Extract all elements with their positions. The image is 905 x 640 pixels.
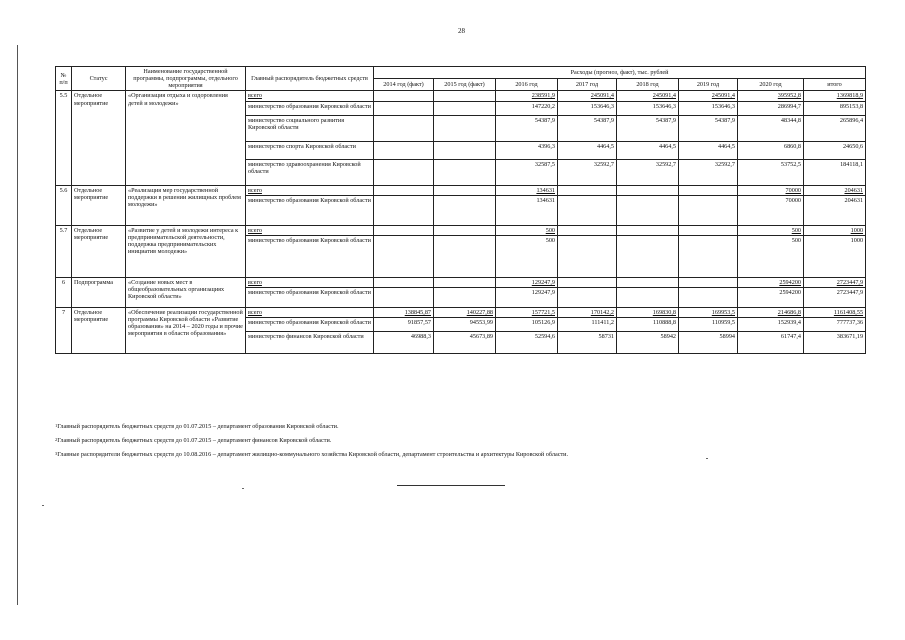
value-cell bbox=[617, 277, 679, 287]
value-cell: 1369818,9 bbox=[804, 91, 866, 101]
value-cell bbox=[374, 225, 434, 235]
row-status: Подпрограмма bbox=[72, 277, 126, 307]
value-cell: 70000 bbox=[738, 195, 804, 225]
value-cell bbox=[434, 101, 496, 115]
row-name: «Создание новых мест в общеобразовательных организациях Кировской области» bbox=[126, 277, 246, 307]
footnote: $^3$Главные распорядители бюджетных средств до 10.08.2016 – департамент жилищно-коммунального хозяйства Кировской области, департамент строительства и архитектуры Кировской области. bbox=[55, 450, 569, 458]
value-cell bbox=[434, 141, 496, 159]
value-cell bbox=[558, 277, 617, 287]
row-name: «Реализация мер государственной поддержки в решении жилищных проблем молодежи» bbox=[126, 185, 246, 225]
value-cell: 105126,9 bbox=[496, 318, 558, 332]
value-cell: 91857,57 bbox=[374, 318, 434, 332]
value-cell: 45673,89 bbox=[434, 332, 496, 354]
value-cell bbox=[374, 141, 434, 159]
value-cell bbox=[374, 235, 434, 277]
value-cell: 2723447,9 bbox=[804, 287, 866, 307]
value-cell: 153646,3 bbox=[558, 101, 617, 115]
value-cell: 32592,7 bbox=[558, 159, 617, 185]
value-cell: 153646,3 bbox=[617, 101, 679, 115]
scan-speck bbox=[706, 458, 708, 459]
value-cell: 245091,4 bbox=[558, 91, 617, 101]
value-cell bbox=[679, 195, 738, 225]
value-cell: 54387,9 bbox=[679, 115, 738, 141]
value-cell: 24650,6 bbox=[804, 141, 866, 159]
value-cell bbox=[617, 235, 679, 277]
value-cell: 147220,2 bbox=[496, 101, 558, 115]
value-cell: 214686,8 bbox=[738, 307, 804, 317]
header-year-2018: 2018 год bbox=[617, 79, 679, 91]
value-cell bbox=[558, 225, 617, 235]
value-cell bbox=[558, 185, 617, 195]
value-cell: 54387,9 bbox=[496, 115, 558, 141]
value-cell bbox=[679, 225, 738, 235]
row-status: Отдельное мероприятие bbox=[72, 185, 126, 225]
value-cell bbox=[617, 225, 679, 235]
value-cell: 46988,3 bbox=[374, 332, 434, 354]
header-num: № п/п bbox=[56, 67, 72, 91]
value-cell: 129247,9 bbox=[496, 277, 558, 287]
table-row bbox=[56, 185, 866, 195]
row-manager: всего bbox=[246, 225, 374, 235]
header-expenses: Расходы (прогноз, факт), тыс. рублей bbox=[374, 67, 866, 79]
value-cell: 157721,5 bbox=[496, 307, 558, 317]
row-name: «Организация отдыха и оздоровления детей и молодежи» bbox=[126, 91, 246, 185]
value-cell: 1161408,55 bbox=[804, 307, 866, 317]
value-cell bbox=[434, 159, 496, 185]
value-cell bbox=[558, 235, 617, 277]
value-cell bbox=[374, 185, 434, 195]
value-cell: 500 bbox=[738, 225, 804, 235]
value-cell: 52594,6 bbox=[496, 332, 558, 354]
header-year-2020: 2020 год bbox=[738, 79, 804, 91]
value-cell bbox=[558, 287, 617, 307]
footnotes bbox=[55, 420, 855, 464]
value-cell bbox=[374, 115, 434, 141]
value-cell: 4464,5 bbox=[558, 141, 617, 159]
value-cell: 1000 bbox=[804, 235, 866, 277]
value-cell: 110959,5 bbox=[679, 318, 738, 332]
value-cell: 500 bbox=[738, 235, 804, 277]
value-cell bbox=[679, 185, 738, 195]
value-cell bbox=[434, 287, 496, 307]
table-row bbox=[56, 307, 866, 317]
value-cell: 140227,88 bbox=[434, 307, 496, 317]
value-cell: 286994,7 bbox=[738, 101, 804, 115]
value-cell: 2594200 bbox=[738, 287, 804, 307]
row-manager: министерство здравоохранения Кировской области bbox=[246, 159, 374, 185]
value-cell: 4464,5 bbox=[617, 141, 679, 159]
header-year-2016: 2016 год bbox=[496, 79, 558, 91]
row-status: Отдельное мероприятие bbox=[72, 307, 126, 353]
header-year-2017: 2017 год bbox=[558, 79, 617, 91]
table-row bbox=[56, 277, 866, 287]
value-cell bbox=[434, 235, 496, 277]
value-cell: 134631 bbox=[496, 195, 558, 225]
value-cell: 6860,8 bbox=[738, 141, 804, 159]
row-manager: всего bbox=[246, 307, 374, 317]
table-row bbox=[56, 225, 866, 235]
value-cell bbox=[374, 91, 434, 101]
value-cell: 170142,2 bbox=[558, 307, 617, 317]
value-cell: 265896,4 bbox=[804, 115, 866, 141]
value-cell: 32587,5 bbox=[496, 159, 558, 185]
value-cell bbox=[374, 277, 434, 287]
value-cell: 58994 bbox=[679, 332, 738, 354]
value-cell: 204631 bbox=[804, 185, 866, 195]
row-manager: всего bbox=[246, 277, 374, 287]
row-number: 5.7 bbox=[56, 225, 72, 277]
table-row bbox=[56, 91, 866, 101]
budget-table bbox=[55, 66, 866, 354]
row-manager: министерство финансов Кировской области bbox=[246, 332, 374, 354]
value-cell bbox=[679, 235, 738, 277]
value-cell bbox=[434, 91, 496, 101]
row-manager: министерство образования Кировской области bbox=[246, 195, 374, 225]
header-manager: Главный распорядитель бюджетных средств bbox=[246, 67, 374, 91]
value-cell: 58731 bbox=[558, 332, 617, 354]
value-cell: 204631 bbox=[804, 195, 866, 225]
value-cell: 245091,4 bbox=[617, 91, 679, 101]
row-manager: министерство спорта Кировской области bbox=[246, 141, 374, 159]
value-cell: 48344,8 bbox=[738, 115, 804, 141]
row-number: 6 bbox=[56, 277, 72, 307]
value-cell bbox=[374, 287, 434, 307]
value-cell: 184118,1 bbox=[804, 159, 866, 185]
value-cell: 777737,36 bbox=[804, 318, 866, 332]
value-cell bbox=[374, 159, 434, 185]
value-cell: 32592,7 bbox=[617, 159, 679, 185]
value-cell bbox=[374, 101, 434, 115]
value-cell bbox=[374, 195, 434, 225]
value-cell bbox=[679, 287, 738, 307]
value-cell: 1000 bbox=[804, 225, 866, 235]
value-cell: 169953,5 bbox=[679, 307, 738, 317]
value-cell: 4464,5 bbox=[679, 141, 738, 159]
value-cell bbox=[434, 185, 496, 195]
value-cell: 395952,8 bbox=[738, 91, 804, 101]
value-cell bbox=[434, 225, 496, 235]
row-number: 7 bbox=[56, 307, 72, 353]
value-cell bbox=[617, 185, 679, 195]
value-cell: 53752,5 bbox=[738, 159, 804, 185]
separator-line bbox=[397, 485, 505, 486]
row-name: «Обеспечение реализации государственной программы Кировской области «Развитие образования» на 2014 – 2020 годы и прочие мероприятия в области образования» bbox=[126, 307, 246, 353]
row-name: «Развитие у детей и молодежи интереса к предпринимательской деятельности, поддержка предпринимательских инициатив молодежи» bbox=[126, 225, 246, 277]
value-cell: 245091,4 bbox=[679, 91, 738, 101]
value-cell: 500 bbox=[496, 235, 558, 277]
table-header bbox=[56, 67, 866, 91]
value-cell: 238591,9 bbox=[496, 91, 558, 101]
value-cell bbox=[617, 195, 679, 225]
footnote: $^1$Главный распорядитель бюджетных средств до 01.07.2015 – департамент образования Кировской области. bbox=[55, 423, 339, 430]
value-cell: 153646,3 bbox=[679, 101, 738, 115]
value-cell: 111411,2 bbox=[558, 318, 617, 332]
value-cell: 61747,4 bbox=[738, 332, 804, 354]
row-status: Отдельное мероприятие bbox=[72, 225, 126, 277]
value-cell: 152939,4 bbox=[738, 318, 804, 332]
table-body bbox=[56, 91, 866, 354]
value-cell bbox=[434, 277, 496, 287]
scan-speck bbox=[42, 505, 44, 506]
row-manager: министерство образования Кировской области bbox=[246, 318, 374, 332]
row-manager: министерство социального развития Кировской области bbox=[246, 115, 374, 141]
row-status: Отдельное мероприятие bbox=[72, 91, 126, 185]
value-cell: 383671,19 bbox=[804, 332, 866, 354]
value-cell bbox=[617, 287, 679, 307]
value-cell: 94553,99 bbox=[434, 318, 496, 332]
value-cell: 54387,9 bbox=[617, 115, 679, 141]
value-cell: 110888,8 bbox=[617, 318, 679, 332]
value-cell: 138845,87 bbox=[374, 307, 434, 317]
value-cell: 2594200 bbox=[738, 277, 804, 287]
value-cell: 32592,7 bbox=[679, 159, 738, 185]
header-total: итого bbox=[804, 79, 866, 91]
row-manager: всего bbox=[246, 91, 374, 101]
value-cell bbox=[679, 277, 738, 287]
page-number: 28 bbox=[458, 27, 465, 35]
value-cell: 58942 bbox=[617, 332, 679, 354]
value-cell: 895153,8 bbox=[804, 101, 866, 115]
value-cell: 500 bbox=[496, 225, 558, 235]
scan-edge-line bbox=[17, 45, 18, 605]
header-status: Статус bbox=[72, 67, 126, 91]
value-cell: 54387,9 bbox=[558, 115, 617, 141]
header-year-2014: 2014 год (факт) bbox=[374, 79, 434, 91]
value-cell: 169830,8 bbox=[617, 307, 679, 317]
value-cell bbox=[558, 195, 617, 225]
header-name: Наименование государственной программы, подпрограммы, отдельного мероприятия bbox=[126, 67, 246, 91]
header-year-2019: 2019 год bbox=[679, 79, 738, 91]
header-year-2015: 2015 год (факт) bbox=[434, 79, 496, 91]
value-cell: 4396,3 bbox=[496, 141, 558, 159]
row-manager: всего bbox=[246, 185, 374, 195]
value-cell: 134631 bbox=[496, 185, 558, 195]
row-manager: министерство образования Кировской области bbox=[246, 235, 374, 277]
row-manager: министерство образования Кировской области bbox=[246, 101, 374, 115]
scan-speck bbox=[242, 488, 244, 489]
value-cell: 70000 bbox=[738, 185, 804, 195]
value-cell: 129247,9 bbox=[496, 287, 558, 307]
value-cell: 2723447,9 bbox=[804, 277, 866, 287]
footnote: $^2$Главный распорядитель бюджетных средств до 01.07.2015 – департамент финансов Кировской области. bbox=[55, 436, 332, 444]
value-cell bbox=[434, 195, 496, 225]
row-number: 5.6 bbox=[56, 185, 72, 225]
row-manager: министерство образования Кировской области bbox=[246, 287, 374, 307]
row-number: 5.5 bbox=[56, 91, 72, 185]
value-cell bbox=[434, 115, 496, 141]
